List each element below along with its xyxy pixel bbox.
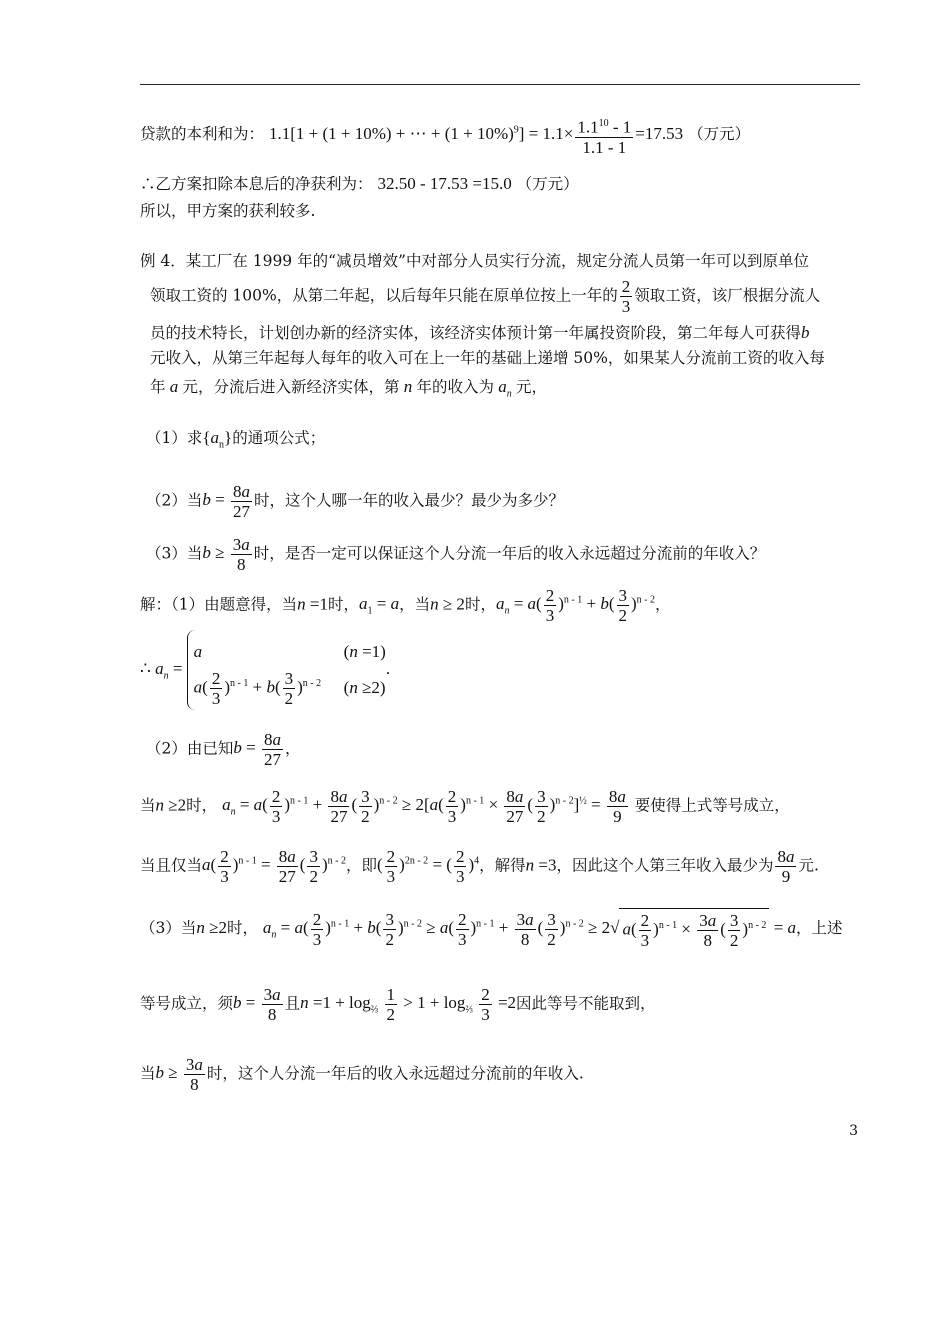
math: ( $\frac{2}{3}$ )$^{2n - 2}$ = ( $\frac{2}{3}$ )$^4$ xyxy=(377,847,480,886)
unit: （万元） xyxy=(516,175,579,193)
var-b: b xyxy=(801,323,810,342)
text: 当 xyxy=(140,796,156,815)
piecewise-an: ∴ $a_n$ = a (n =1) a( $\frac{2}{3}$ )$^{n - 1}$ + b( $\frac{3}{2}$ )$^{n - 2}$ (n ≥2) . xyxy=(140,630,390,710)
text: 员的技术特长，计划创办新的经济实体，该经济实体预计第一年属投资阶段，第二年每人可获得 xyxy=(150,324,802,342)
text: ∴乙方案扣除本息后的净获利为： xyxy=(140,175,373,193)
text: 时， xyxy=(186,796,218,815)
text: 时， xyxy=(327,595,359,614)
text: ，即 xyxy=(345,856,377,875)
text: ，当 xyxy=(399,595,431,614)
text: ，因此这个人第三年收入最少为 xyxy=(556,856,774,875)
text: 等号成立，须 xyxy=(140,994,234,1013)
text: （1）求 xyxy=(146,429,203,447)
math: n =3 xyxy=(525,855,557,875)
cases-brace: a (n =1) a( $\frac{2}{3}$ )$^{n - 1}$ + b( $\frac{3}{2}$ )$^{n - 2}$ (n ≥2) xyxy=(187,630,386,710)
text: 当且仅当 xyxy=(140,856,203,875)
var-a: a xyxy=(165,377,183,396)
math: n ≥ 2 xyxy=(430,594,465,614)
example-4-line-2 xyxy=(150,277,820,316)
text: 领取工资的 100%，从第二年起，以后每年只能在原单位按上一年的 xyxy=(150,286,618,305)
text: 时， xyxy=(226,918,258,937)
question-3 xyxy=(146,535,765,574)
text: 要使得上式等号成立， xyxy=(634,796,790,815)
example-4-line-5 xyxy=(150,375,547,406)
math: $a_n = a$( $\frac{2}{3}$ )$^{n - 1}$ + b( $\frac{3}{2}$ )$^{n - 2}$ xyxy=(495,586,656,625)
math: $a_n = a$( $\frac{2}{3}$ )$^{n - 1}$ + b( $\frac{3}{2}$ )$^{n - 2}$ ≥ a( $\frac{2}{3}$ )$^{n - 1}$ + $\frac{3a}{8}$ ( $\frac{3}{2}$ )$^{n - 2}$ ≥ 2√ a( $\frac{2}{3}$ )$^{n - 1}$ × $\frac{3a}{8}$ ( $\frac{3}{2}$ )$^{n - 2}$ = a xyxy=(262,909,797,950)
text: 年 xyxy=(150,378,166,396)
question-2 xyxy=(146,482,564,521)
example-4-line-1: 例 4．某工厂在 1999 年的“减员增效”中对部分人员实行分流，规定分流人员第一年可以到原单位 xyxy=(140,252,809,270)
example-4-line-4: 元收入，从第三年起每人每年的收入可在上一年的基础上递增 50%，如果某人分流前工资的收入每 xyxy=(150,349,825,367)
text: 领取工资，该厂根据分流人 xyxy=(634,286,821,305)
question-1 xyxy=(146,426,325,457)
solution-2-equality xyxy=(140,847,819,886)
header-rule xyxy=(140,84,860,85)
var-n: n xyxy=(399,377,417,396)
example-4-line-3 xyxy=(150,321,810,345)
text: 时， xyxy=(464,595,496,614)
text: ， xyxy=(655,595,671,614)
text: （3）当 xyxy=(146,544,203,563)
text: 元. xyxy=(798,856,819,875)
text: ，上述 xyxy=(796,918,843,937)
text: 解：（1）由题意得，当 xyxy=(140,595,298,614)
math: n ≥2 xyxy=(155,795,187,815)
math: b = $\frac{8a}{27}$ xyxy=(202,482,250,521)
text: 且 xyxy=(284,994,301,1013)
text: 时，这个人分流一年后的收入永远超过分流前的年收入. xyxy=(206,1064,584,1083)
text: （2）由已知 xyxy=(146,739,234,758)
text: （2）当 xyxy=(146,491,203,510)
math: a( $\frac{2}{3}$ )$^{n - 1}$ = $\frac{8a}{27}$ ( $\frac{3}{2}$ )$^{n - 2}$ xyxy=(202,847,346,886)
solution-3-equality xyxy=(140,985,656,1024)
fraction: $\frac{2}{3}$ xyxy=(621,277,631,316)
text: 贷款的本利和为： xyxy=(140,125,265,144)
text: ， xyxy=(284,739,301,758)
loan-formula: 1.1[1 + (1 + 10%) + ⋯ + $(1 + 10\%)^9] = 1.1\times$ $\frac{1.1^{10} - 1}{1.1 - 1}$ =17.53 xyxy=(269,124,683,143)
math: b ≥ $\frac{3a}{8}$ xyxy=(155,1055,203,1094)
math: 32.50 - 17.53 =15.0 xyxy=(377,174,512,193)
math: $n =1 + \log_{\frac{2}{3}}$ $\frac{1}{2}$ > $1 + \log_{\frac{2}{3}}$ $\frac{2}{3}$ =2 xyxy=(300,985,517,1024)
math: n =1 xyxy=(297,594,328,614)
text: 的通项公式； xyxy=(232,429,326,447)
text: 元， xyxy=(516,378,548,396)
final-conclusion xyxy=(140,1055,584,1094)
math: $a_n = a$( $\frac{2}{3}$ )$^{n - 1}$ + $\frac{8a}{27}$ ( $\frac{3}{2}$ )$^{n - 2}$ ≥ 2[a( $\frac{2}{3}$ )$^{n - 1}$ × $\frac{8a}{27}$ ( $\frac{3}{2}$ )$^{n - 2}$]$^{\frac{1}{2}}$ = $\frac{8a}{9}$ xyxy=(222,787,626,826)
text: ，解得 xyxy=(479,856,526,875)
solution-2-given xyxy=(146,730,300,769)
math: b = $\frac{3a}{8}$ xyxy=(233,985,281,1024)
text: （3）当 xyxy=(140,918,197,937)
solution-3-inequality xyxy=(140,908,843,950)
text: 时，是否一定可以保证这个人分流一年后的收入永远超过分流前的年收入？ xyxy=(253,544,766,563)
math: b = $\frac{8a}{27}$ xyxy=(233,730,281,769)
var-an: $a_n$ xyxy=(494,377,512,400)
unit: （万元） xyxy=(688,125,751,144)
conclusion-line: 所以，甲方案的获利较多. xyxy=(140,202,316,220)
math: b ≥ $\frac{3a}{8}$ xyxy=(202,535,250,574)
text: 年的收入为 xyxy=(416,378,495,396)
math: $a_1 = a$ xyxy=(358,594,400,617)
math: $\frac{8a}{9}$ xyxy=(777,847,795,886)
net-profit-line xyxy=(140,172,579,196)
text: 元，分流后进入新经济实体，第 xyxy=(182,378,400,396)
text: 因此等号不能取到， xyxy=(516,994,656,1013)
text: 当 xyxy=(140,1064,156,1083)
page-number: 3 xyxy=(849,1123,858,1139)
text: 时，这个人哪一年的收入最少？最少为多少？ xyxy=(253,491,564,510)
math: ∴ $a_n$ = xyxy=(140,659,187,682)
math: n ≥2 xyxy=(196,917,227,937)
math: $\{a_n\}$ xyxy=(202,428,233,451)
loan-total-line xyxy=(140,114,750,157)
solution-2-inequality xyxy=(140,787,790,826)
solution-1 xyxy=(140,586,671,625)
